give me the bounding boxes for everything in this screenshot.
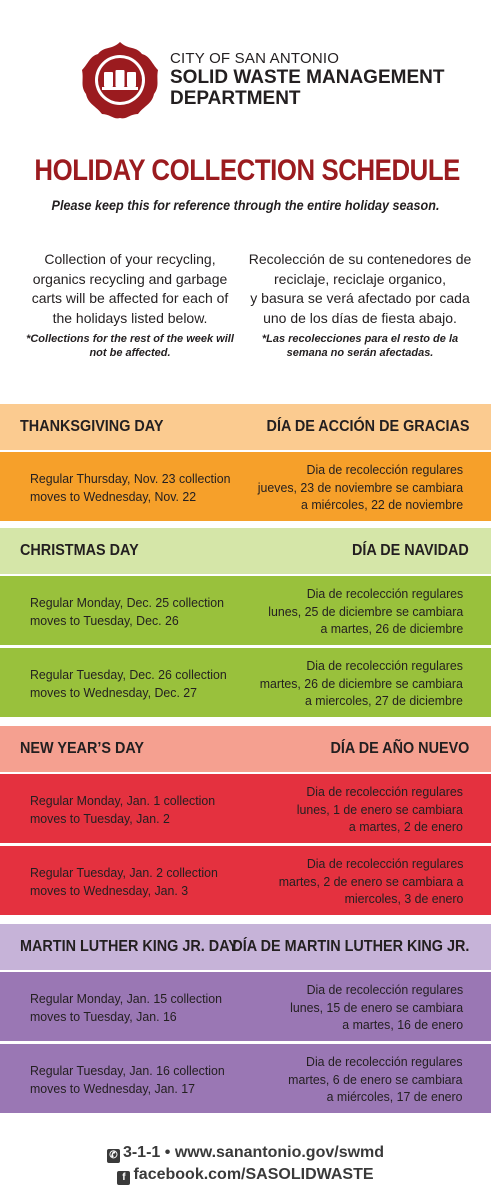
schedule-es: [278, 855, 463, 908]
schedule-es-line: Dia de recolección regulares: [306, 586, 463, 601]
city-seal-logo: [80, 40, 160, 120]
intro-en-line: organics recycling and garbage: [32, 270, 228, 287]
intro-es-line: y basura se verá afectado por cada: [250, 290, 470, 306]
schedule-en-line: moves to Tuesday, Dec. 26: [30, 612, 179, 628]
intro-spanish-note: [240, 332, 480, 360]
schedule-es-line: lunes, 25 de diciembre se cambiara: [268, 603, 463, 619]
intro-en-note-line: not be affected.: [89, 347, 171, 359]
city-name: CITY OF SAN ANTONIO: [170, 50, 340, 67]
facebook-link[interactable]: facebook.com/SASOLIDWASTE: [133, 1166, 374, 1183]
schedule-en-line: Regular Tuesday, Dec. 26 collection: [30, 667, 227, 682]
intro-english: [10, 250, 250, 360]
schedule-es-line: jueves, 23 de noviembre se cambiara: [257, 479, 463, 495]
holiday-name-es: DÍA DE NAVIDAD: [352, 542, 469, 559]
intro-en-line: the holidays listed below.: [52, 309, 208, 326]
schedule-en-line: moves to Wednesday, Nov. 22: [30, 488, 197, 504]
schedule-es: [258, 461, 463, 514]
phone-number[interactable]: 3-1-1: [122, 1144, 161, 1161]
schedule-en: [30, 1062, 225, 1097]
schedule-en: [30, 594, 224, 629]
schedule-row: [0, 772, 491, 843]
contact-line: [0, 1142, 491, 1164]
schedule-es-line: martes, 6 de enero se cambiara: [288, 1071, 463, 1087]
schedule-es-line: lunes, 1 de enero se cambiara: [296, 801, 463, 817]
schedule-es-line: Dia de recolección regulares: [306, 982, 463, 997]
schedule-es-line: Dia de recolección regulares: [306, 658, 463, 673]
holiday-name-en: THANKSGIVING DAY: [20, 418, 164, 435]
schedule-es-line: Dia de recolección regulares: [306, 856, 463, 871]
schedule-es-line: martes, 26 de diciembre se cambiara: [259, 675, 463, 691]
schedule-es-line: a martes, 2 de enero: [349, 819, 463, 834]
holiday-name-en: MARTIN LUTHER KING JR. DAY: [20, 938, 238, 955]
schedule-en-line: moves to Wednesday, Jan. 17: [30, 1080, 195, 1096]
schedule-row: [0, 450, 491, 521]
schedule-en: [30, 864, 218, 899]
intro-en-line: Collection of your recycling,: [44, 251, 216, 267]
schedule-en: [30, 666, 227, 701]
schedule-es: [260, 657, 463, 710]
section-header: [0, 726, 491, 772]
schedule-es-line: a martes, 16 de enero: [342, 1017, 463, 1032]
holiday-name-es: DÍA DE AÑO NUEVO: [330, 740, 469, 757]
header: [0, 0, 491, 140]
section-header: [0, 924, 491, 970]
schedule-es-line: a miercoles, 27 de diciembre: [305, 693, 463, 708]
schedule-es-line: Dia de recolección regulares: [306, 784, 463, 799]
schedule-es-line: miercoles, 3 de enero: [344, 891, 463, 906]
intro-es-note-line: *Las recolecciones para el resto de la: [261, 333, 459, 345]
schedule-row: [0, 646, 491, 717]
schedule-es-line: Dia de recolección regulares: [306, 462, 463, 477]
department-line-1: SOLID WASTE MANAGEMENT: [170, 67, 445, 88]
website-link[interactable]: www.sanantonio.gov/swmd: [174, 1144, 385, 1161]
separator: •: [164, 1144, 171, 1161]
schedule-row: [0, 970, 491, 1041]
page-subtitle: Please keep this for reference through the entire holiday season.: [51, 197, 440, 213]
intro-en-note-line: *Collections for the rest of the week will: [26, 333, 234, 345]
intro-english-text: [10, 250, 250, 328]
section-header: [0, 404, 491, 450]
schedule-es-line: a miércoles, 17 de enero: [327, 1089, 463, 1104]
phone-icon: ✆: [107, 1149, 120, 1163]
schedule-en-line: moves to Tuesday, Jan. 16: [30, 1008, 177, 1024]
schedule-en-line: moves to Wednesday, Jan. 3: [30, 882, 189, 898]
schedule-es-line: lunes, 15 de enero se cambiara: [289, 999, 463, 1015]
facebook-line: [0, 1164, 491, 1186]
schedule-row: [0, 844, 491, 915]
schedule-en: [30, 792, 215, 827]
page-title: HOLIDAY COLLECTION SCHEDULE: [34, 154, 460, 187]
schedule-en-line: Regular Monday, Jan. 15 collection: [30, 991, 223, 1006]
schedule-en-line: Regular Thursday, Nov. 23 collection: [30, 471, 231, 486]
schedule-en-line: Regular Tuesday, Jan. 16 collection: [30, 1063, 225, 1078]
schedule-en-line: moves to Tuesday, Jan. 2: [30, 810, 170, 826]
intro-es-line: reciclaje, reciclaje organico,: [274, 270, 446, 287]
holiday-name-en: NEW YEAR’S DAY: [20, 740, 145, 757]
intro-english-note: [10, 332, 250, 360]
schedule-es: [289, 1053, 463, 1106]
schedule-es: [268, 585, 463, 638]
facebook-icon: f: [117, 1171, 130, 1185]
holiday-name-en: CHRISTMAS DAY: [20, 542, 139, 559]
section-header: [0, 528, 491, 574]
department-line-2: DEPARTMENT: [170, 88, 301, 109]
schedule-es-line: martes, 2 de enero se cambiara a: [278, 873, 463, 889]
schedule-es: [290, 981, 463, 1034]
intro-spanish: [240, 250, 480, 360]
schedule-en-line: moves to Wednesday, Dec. 27: [30, 684, 198, 700]
schedule-es-line: Dia de recolección regulares: [306, 1054, 463, 1069]
schedule-en-line: Regular Monday, Jan. 1 collection: [30, 793, 216, 808]
intro-spanish-text: [240, 250, 480, 328]
schedule-en: [30, 990, 222, 1025]
intro-es-line: Recolección de su contenedores de: [248, 251, 472, 267]
schedule-row: [0, 1042, 491, 1113]
schedule-en-line: Regular Tuesday, Jan. 2 collection: [30, 865, 218, 880]
intro-es-line: uno de los días de fiesta abajo.: [263, 309, 457, 326]
intro-en-line: carts will be affected for each of: [31, 290, 229, 306]
intro-es-note-line: semana no serán afectadas.: [286, 347, 434, 359]
schedule-es: [297, 783, 463, 836]
department-name: [170, 50, 444, 109]
schedule-en: [30, 470, 230, 505]
schedule-row: [0, 574, 491, 645]
schedule-es-line: a miércoles, 22 de noviembre: [300, 497, 463, 512]
holiday-name-es: DÍA DE MARTIN LUTHER KING JR.: [231, 938, 469, 955]
schedule-en-line: Regular Monday, Dec. 25 collection: [30, 595, 225, 610]
holiday-name-es: DÍA DE ACCIÓN DE GRACIAS: [266, 418, 469, 435]
footer: [0, 1142, 491, 1186]
schedule-es-line: a martes, 26 de diciembre: [320, 621, 463, 636]
